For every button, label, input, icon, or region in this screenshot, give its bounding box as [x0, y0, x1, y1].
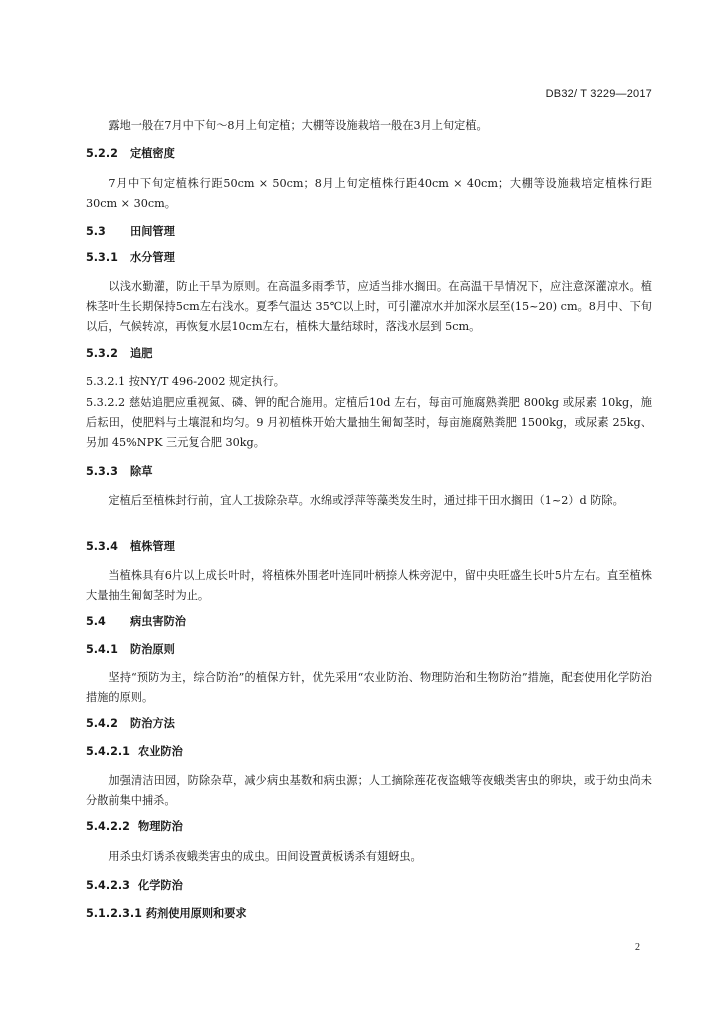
- paragraph: 用杀虫灯诱杀夜蛾类害虫的成虫。田间设置黄板诱杀有翅蚜虫。: [108, 850, 422, 863]
- section-heading: 5.3.2 追肥: [86, 347, 153, 360]
- section-heading: 5.3.4 植株管理: [86, 540, 175, 553]
- section-heading: 5.3 田间管理: [86, 225, 175, 238]
- paragraph: 坚持“预防为主，综合防治”的植保方针，优先采用“农业防治、物理防治和生物防治”措施，配套使用化学防治措施的原则。: [86, 671, 652, 704]
- paragraph: 以浅水勤灌，防止干旱为原则。在高温多雨季节，应适当排水搁田。在高温干旱情况下，应注意深灌凉水。植株茎叶生长期保持5cm左右浅水。夏季气温达 35℃以上时，可引灌凉水并加深水层至(15~20) cm。8月中、下旬以后，气候转凉，再恢复水层10cm左右，植株大量结球时，落浅水层到 5cm。: [86, 280, 652, 333]
- page-number: 2: [635, 942, 640, 953]
- section-heading: 5.2.2 定植密度: [86, 147, 175, 160]
- section-heading: 5.1.2.3.1 药剂使用原则和要求: [86, 907, 247, 920]
- section-heading: 5.4.2.1 农业防治: [86, 745, 183, 758]
- section-heading: 5.4.2.2 物理防治: [86, 820, 183, 833]
- section-heading: 5.4.2.3 化学防治: [86, 879, 183, 892]
- section-heading: 5.3.1 水分管理: [86, 251, 175, 264]
- section-heading: 5.3.3 除草: [86, 465, 153, 478]
- paragraph: 5.3.2.1 按NY/T 496-2002 规定执行。: [86, 375, 285, 388]
- section-heading: 5.4 病虫害防治: [86, 615, 186, 628]
- paragraph: 7月中下旬定植株行距50cm × 50cm；8月上旬定植株行距40cm × 40cm；大棚等设施栽培定植株行距30cm × 30cm。: [86, 177, 652, 210]
- section-heading: 5.4.2 防治方法: [86, 717, 175, 730]
- paragraph: 露地一般在7月中下旬～8月上旬定植；大棚等设施栽培一般在3月上旬定植。: [108, 119, 488, 132]
- standard-code: DB32/ T 3229—2017: [545, 88, 652, 100]
- paragraph: 加强清洁田园，防除杂草，减少病虫基数和病虫源；人工摘除莲花夜盗蛾等夜蛾类害虫的卵块，或于幼虫尚未分散前集中捕杀。: [86, 774, 652, 807]
- paragraph: 当植株具有6片以上成长叶时，将植株外围老叶连同叶柄捺人株旁泥中，留中央旺盛生长叶5片左右。直至植株大量抽生匍匐茎时为止。: [86, 569, 652, 602]
- paragraph: 定植后至植株封行前，宜人工拔除杂草。水绵或浮萍等藻类发生时，通过排干田水搁田（1~2）d 防除。: [108, 494, 624, 507]
- section-heading: 5.4.1 防治原则: [86, 643, 175, 656]
- paragraph: 5.3.2.2 慈姑追肥应重视氮、磷、钾的配合施用。定植后10d 左右，每亩可施腐熟粪肥 800kg 或尿素 10kg，施后耘田，使肥料与土壤混和均匀。9 月初植株开始大量抽生匍匐茎时，每亩施腐熟粪肥 1500kg，或尿素 25kg、另加 45%NPK 三元复合肥 30kg。: [86, 396, 652, 449]
